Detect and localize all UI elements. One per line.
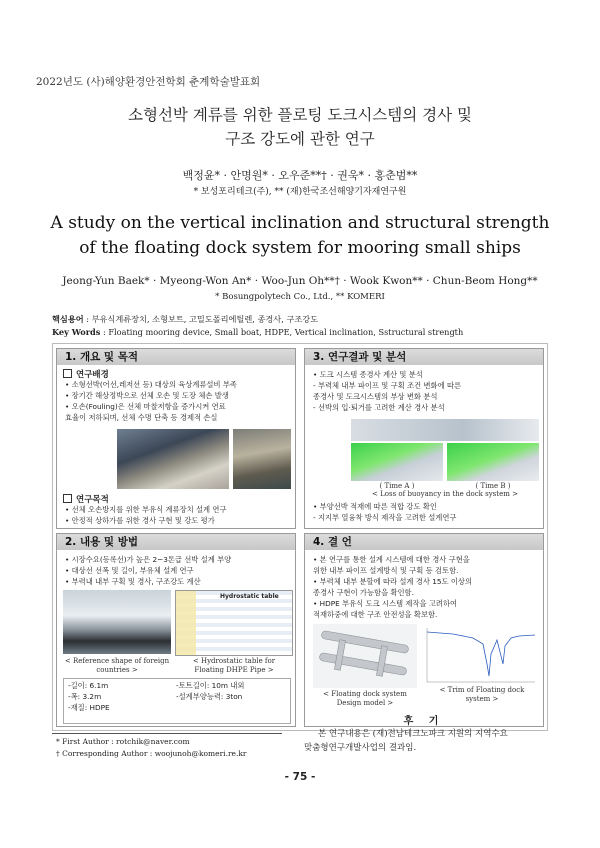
conclusion-line-2: 위한 내부 파이프 설계방식 및 구획 등 검토함. (313, 566, 459, 575)
conclusion-line-1: • 본 연구를 통한 설계 시스템에 대한 경사 구현을 (313, 555, 470, 564)
ref-shape-caption-2: countries > (96, 666, 138, 674)
spec-capacity: -설계부양능력: 3ton (176, 692, 243, 701)
conference-name: 2022년도 (사)해양환경안전학회 춘계학술발표회 (36, 76, 261, 88)
result-line-2: - 부력체 내부 파이프 및 구획 조건 변화에 따른 (313, 381, 462, 390)
dock-model-top-render (351, 419, 539, 441)
dock-model-drawing (313, 624, 417, 688)
page-number: - 75 - (284, 771, 316, 783)
bg-line-2: • 장기간 해상정박으로 선체 오손 및 도장 체손 발생 (65, 391, 229, 400)
trim-caption-1: < Trim of Floating dock (439, 686, 525, 694)
result-line-3: 종경사 및 도크시스템의 부상 변화 분석 (313, 392, 438, 401)
hydrostatic-table-title: Hydrostatic table (220, 593, 279, 600)
footnote-corresponding-author: † Corresponding Author : woojunoh@komeri.re.kr (56, 749, 247, 758)
footnote-rule (52, 733, 282, 734)
hydro-table-caption-2: Floating DHPE Pipe > (194, 666, 274, 674)
ref-shape-caption-1: < Reference shape of foreign (64, 657, 170, 665)
acknowledgment-title: 후 기 (403, 716, 445, 727)
keywords-ko-text: : 부유식계류장치, 소형보트, 고밀도폴리에틸렌, 종경사, 구조강도 (83, 314, 319, 324)
trim-chart-drawing (423, 624, 539, 688)
research-background-title: 연구배경 (76, 370, 109, 380)
spec-boat-length: -토트길이: 10m 내외 (176, 681, 245, 690)
english-title-line1: A study on the vertical inclination and structural strength (50, 213, 550, 233)
table-highlight-column (176, 591, 196, 655)
section-4-panel (304, 533, 544, 727)
english-affiliation: * Bosungpolytech Co., Ltd., ** KOMERI (215, 292, 385, 302)
section-3-title: 3. 연구결과 및 분석 (305, 349, 543, 365)
korean-title-line1: 소형선박 계류를 위한 플로팅 도크시스템의 경사 및 (128, 106, 472, 124)
checkbox-square-icon (63, 369, 72, 378)
english-authors: Jeong-Yun Baek* · Myeong-Won An* · Woo-Jun Oh**† · Wook Kwon** · Chun-Beom Hong** (62, 275, 538, 287)
korean-affiliation: * 보성포리테크(주), ** (재)한국조선해양기자재연구원 (193, 187, 407, 197)
result-line-4: - 선박의 입·퇴거를 고려한 계산 경사 분석 (313, 403, 445, 412)
dock-design-model-render (313, 624, 417, 688)
method-line-2: • 대상선 선폭 및 길이, 부유체 설계 연구 (65, 566, 194, 575)
fouled-hull-photo-left (117, 429, 229, 489)
bg-line-3: • 오손(Fouling)은 선체 마찰저항을 증가시켜 연료 (65, 402, 226, 411)
korean-authors: 백정윤* · 안명원* · 오우준**† · 권욱* · 홍춘범** (182, 169, 418, 182)
section-2-panel (56, 533, 296, 727)
hydrostatic-table (175, 590, 293, 656)
section-4-title: 4. 결 언 (305, 534, 543, 550)
spec-material: -재질: HDPE (68, 703, 110, 712)
goal-line-2: • 안정적 상하가를 위한 경사 구현 및 강도 평가 (65, 516, 215, 525)
design-model-caption-2: Design model > (336, 699, 394, 707)
time-a-label: ( Time A ) (379, 482, 415, 490)
keywords-korean (52, 314, 318, 325)
sim-time-a-render (351, 443, 443, 481)
buoyancy-loss-caption: < Loss of buoyancy in the dock system > (372, 490, 518, 498)
result2-line-1: • 부양선박 적재에 따른 적합 강도 확인 (313, 502, 437, 511)
checkbox-square-icon (63, 494, 72, 503)
section-1-panel (56, 348, 296, 529)
conclusion-line-5: • HDPE 부유식 도크 시스템 제작을 고려하여 (313, 599, 458, 608)
section-2-title: 2. 내용 및 방법 (57, 534, 295, 550)
fouled-hull-photo-right (233, 429, 291, 489)
section-1-title: 1. 개요 및 목적 (57, 349, 295, 365)
acknowledgment-line-1: 본 연구내용은 (재)전남테크노파크 지원의 지역수요 (318, 729, 508, 739)
ref-shape-caption (59, 657, 175, 675)
conclusion-line-6: 적재하중에 대한 구조 안전성을 확보함. (313, 610, 438, 619)
keywords-english (52, 327, 463, 337)
spec-width: -폭: 3.2m (68, 692, 102, 701)
bg-line-4: 효율이 저하되며, 선체 수명 단축 등 경제적 손실 (65, 413, 218, 422)
keywords-ko-label: 핵심용어 (52, 314, 84, 324)
korean-title-line2: 구조 강도에 관한 연구 (225, 130, 375, 148)
hydro-table-caption (175, 657, 293, 675)
conclusion-line-4: 종경사 구현이 가능함을 확인함. (313, 588, 414, 597)
design-model-caption-1: < Floating dock system (323, 690, 407, 698)
spec-length: -길이: 6.1m (68, 681, 109, 690)
bg-line-1: • 소형선박(어선,레저선 등) 대상의 육상계류설비 부족 (65, 380, 237, 389)
trim-caption (423, 686, 541, 704)
boat-on-dock-photo (63, 590, 171, 654)
goal-line-1: • 선체 오손방지를 위한 부유식 계류장치 설계 연구 (65, 505, 227, 514)
section-3-panel (304, 348, 544, 529)
sim-time-b-render (447, 443, 539, 481)
keywords-en-label: Key Words (52, 327, 101, 337)
footnote-first-author: * First Author : rotchik@naver.com (56, 737, 190, 746)
method-line-3: • 부력내 내부 구획 및 경사, 구조강도 계산 (65, 577, 201, 586)
design-model-caption (309, 690, 421, 708)
result2-line-2: - 지지부 열융착 방식 제작을 고려한 설계연구 (313, 513, 457, 522)
result-line-1: • 도크 시스템 종경사 계산 및 분석 (313, 370, 423, 379)
hydro-table-caption-1: < Hydrostatic table for (192, 657, 276, 665)
method-line-1: • 시장수요(등록선)가 높은 2~3톤급 선박 설계 부양 (65, 555, 232, 564)
trim-caption-2: system > (465, 695, 499, 703)
specs-box (63, 678, 291, 724)
keywords-en-text: : Floating mooring device, Small boat, HDPE, Vertical inclination, Sstructural strength (100, 327, 464, 337)
acknowledgment-line-2: 맞춤형연구개발사업의 결과임. (304, 743, 417, 753)
research-goal-title: 연구목적 (76, 495, 109, 505)
time-b-label: ( Time B ) (475, 482, 511, 490)
trim-chart (423, 624, 539, 688)
english-title-line2: of the floating dock system for mooring small ships (79, 238, 521, 258)
conclusion-line-3: • 부력체 내부 분할에 따라 설계 경사 15도 이상의 (313, 577, 473, 586)
